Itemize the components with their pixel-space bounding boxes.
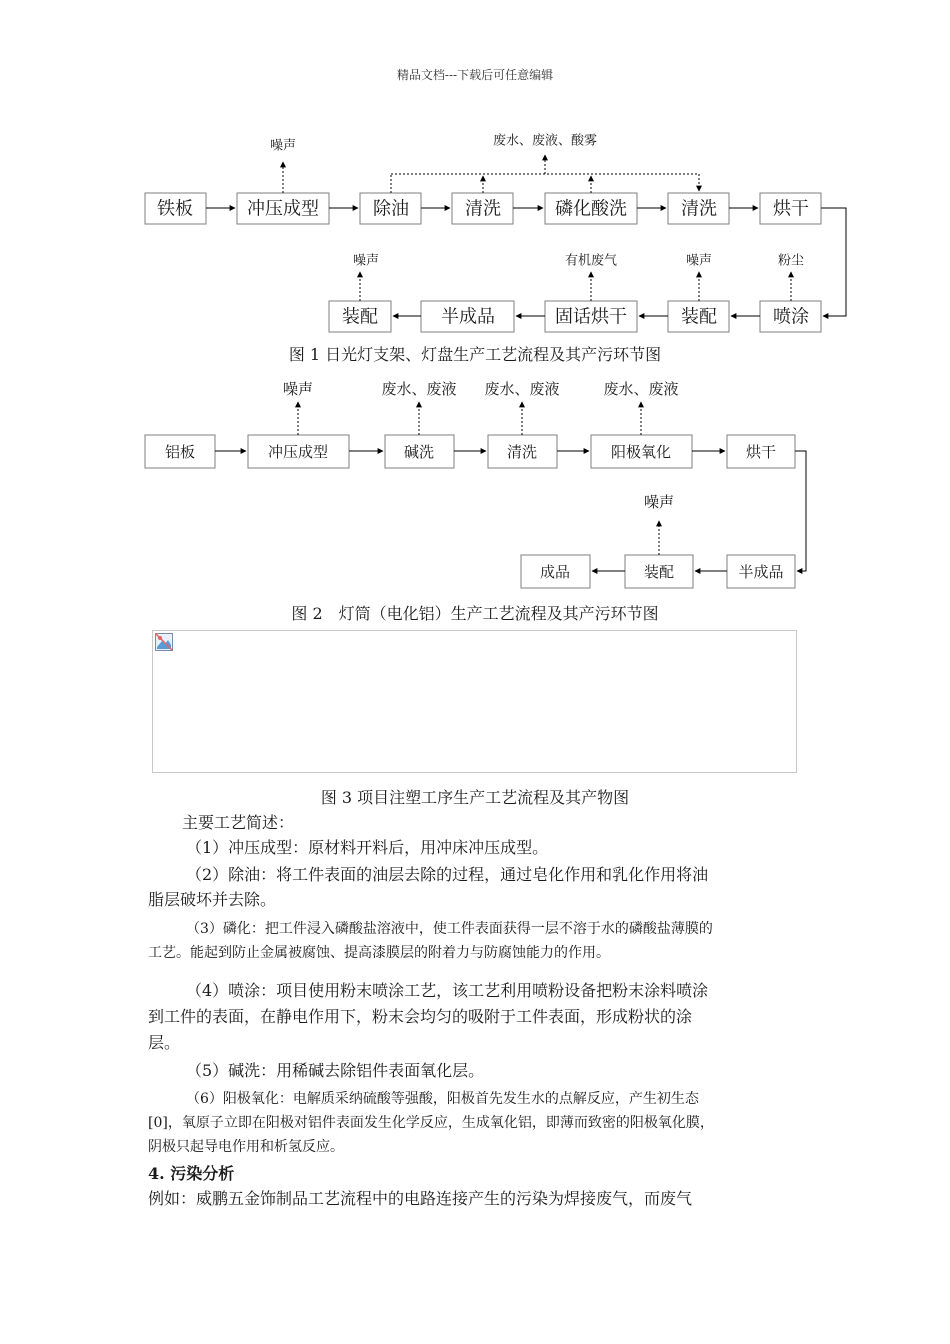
fig1-output-label: 噪声	[685, 253, 713, 269]
paragraph: 到工件的表面，在静电作用下，粉末会均匀的吸附于工件表面，形成粉状的涂	[148, 1007, 693, 1026]
paragraph: （5）碱洗：用稀碱去除铝件表面氧化层。	[186, 1061, 485, 1080]
section-heading: 4. 污染分析	[148, 1164, 235, 1183]
fig2-box: 半成品	[738, 563, 784, 581]
fig2-box: 冲压成型	[267, 443, 329, 461]
fig1-box: 固话烘干	[555, 306, 627, 328]
fig2-box: 碱洗	[403, 443, 435, 461]
fig1-box: 磷化酸洗	[555, 198, 627, 220]
paragraph: （6）阳极氧化：电解质采纳硫酸等强酸，阳极首先发生水的点解反应，产生初生态	[186, 1091, 699, 1107]
fig1-box: 冲压成型	[247, 198, 319, 220]
fig1-box: 装配	[681, 306, 717, 328]
fig2-output-label: 噪声	[282, 380, 314, 398]
paragraph: （2）除油：将工件表面的油层去除的过程，通过皂化作用和乳化作用将油	[186, 865, 709, 884]
paragraph: （3）磷化：把工件浸入磷酸盐溶液中，使工件表面获得一层不溶于水的磷酸盐薄膜的	[186, 921, 713, 937]
fig1-box: 铁板	[157, 198, 193, 220]
fig2-output-label: 废水、废液	[381, 380, 457, 398]
paragraph: 例如：威鹏五金饰制品工艺流程中的电路连接产生的污染为焊接废气，而废气	[148, 1189, 693, 1208]
paragraph: 脂层破坏并去除。	[148, 890, 277, 909]
fig1-output-label: 噪声	[352, 253, 380, 269]
flow-diagrams	[0, 0, 950, 640]
paragraph: 阴极只起导电作用和析氢反应。	[148, 1139, 344, 1155]
broken-image-icon	[155, 633, 173, 651]
fig2-box: 烘干	[745, 443, 777, 461]
fig3-image-placeholder	[152, 630, 797, 773]
fig1-box: 除油	[373, 198, 409, 220]
page-header: 精品文档---下载后可任意编辑	[396, 68, 554, 82]
fig1-output-label: 粉尘	[777, 253, 805, 269]
fig1-box: 清洗	[465, 198, 501, 220]
fig2-box: 清洗	[506, 443, 538, 461]
fig1-box: 清洗	[681, 198, 717, 220]
paragraph: [0]，氧原子立即在阳极对铝件表面发生化学反应，生成氧化铝，即薄而致密的阳极氧化膜，	[148, 1115, 714, 1131]
fig2-box: 装配	[643, 563, 675, 581]
fig2-output-label: 噪声	[643, 493, 675, 511]
fig1-caption: 图 1 日光灯支架、灯盘生产工艺流程及其产污环节图	[288, 345, 662, 364]
fig1-output-label: 废水、废液、酸雾	[492, 133, 598, 149]
paragraph: 层。	[148, 1033, 181, 1052]
paragraph: （1）冲压成型：原材料开料后，用冲床冲压成型。	[186, 838, 549, 857]
paragraph: （4）喷涂：项目使用粉末喷涂工艺，该工艺利用喷粉设备把粉末涂料喷涂	[186, 981, 709, 1000]
fig1-box: 烘干	[773, 198, 809, 220]
fig1-output-label: 噪声	[269, 138, 297, 154]
fig1-box: 喷涂	[773, 306, 809, 328]
intro-text: 主要工艺简述：	[182, 813, 295, 832]
fig2-box: 成品	[539, 563, 571, 581]
fig2-output-label: 废水、废液	[603, 380, 679, 398]
fig1-box: 半成品	[441, 306, 495, 328]
fig2-box: 阳极氧化	[610, 443, 672, 461]
fig1-box: 装配	[342, 306, 378, 328]
fig3-caption: 图 3 项目注塑工序生产工艺流程及其产物图	[320, 788, 630, 807]
fig1-output-label: 有机废气	[564, 253, 618, 269]
paragraph: 工艺。能起到防止金属被腐蚀、提高漆膜层的附着力与防腐蚀能力的作用。	[148, 945, 610, 961]
fig2-box: 铝板	[164, 443, 196, 461]
fig2-caption: 图 2 灯筒（电化铝）生产工艺流程及其产污环节图	[291, 604, 659, 623]
fig2-output-label: 废水、废液	[484, 380, 560, 398]
